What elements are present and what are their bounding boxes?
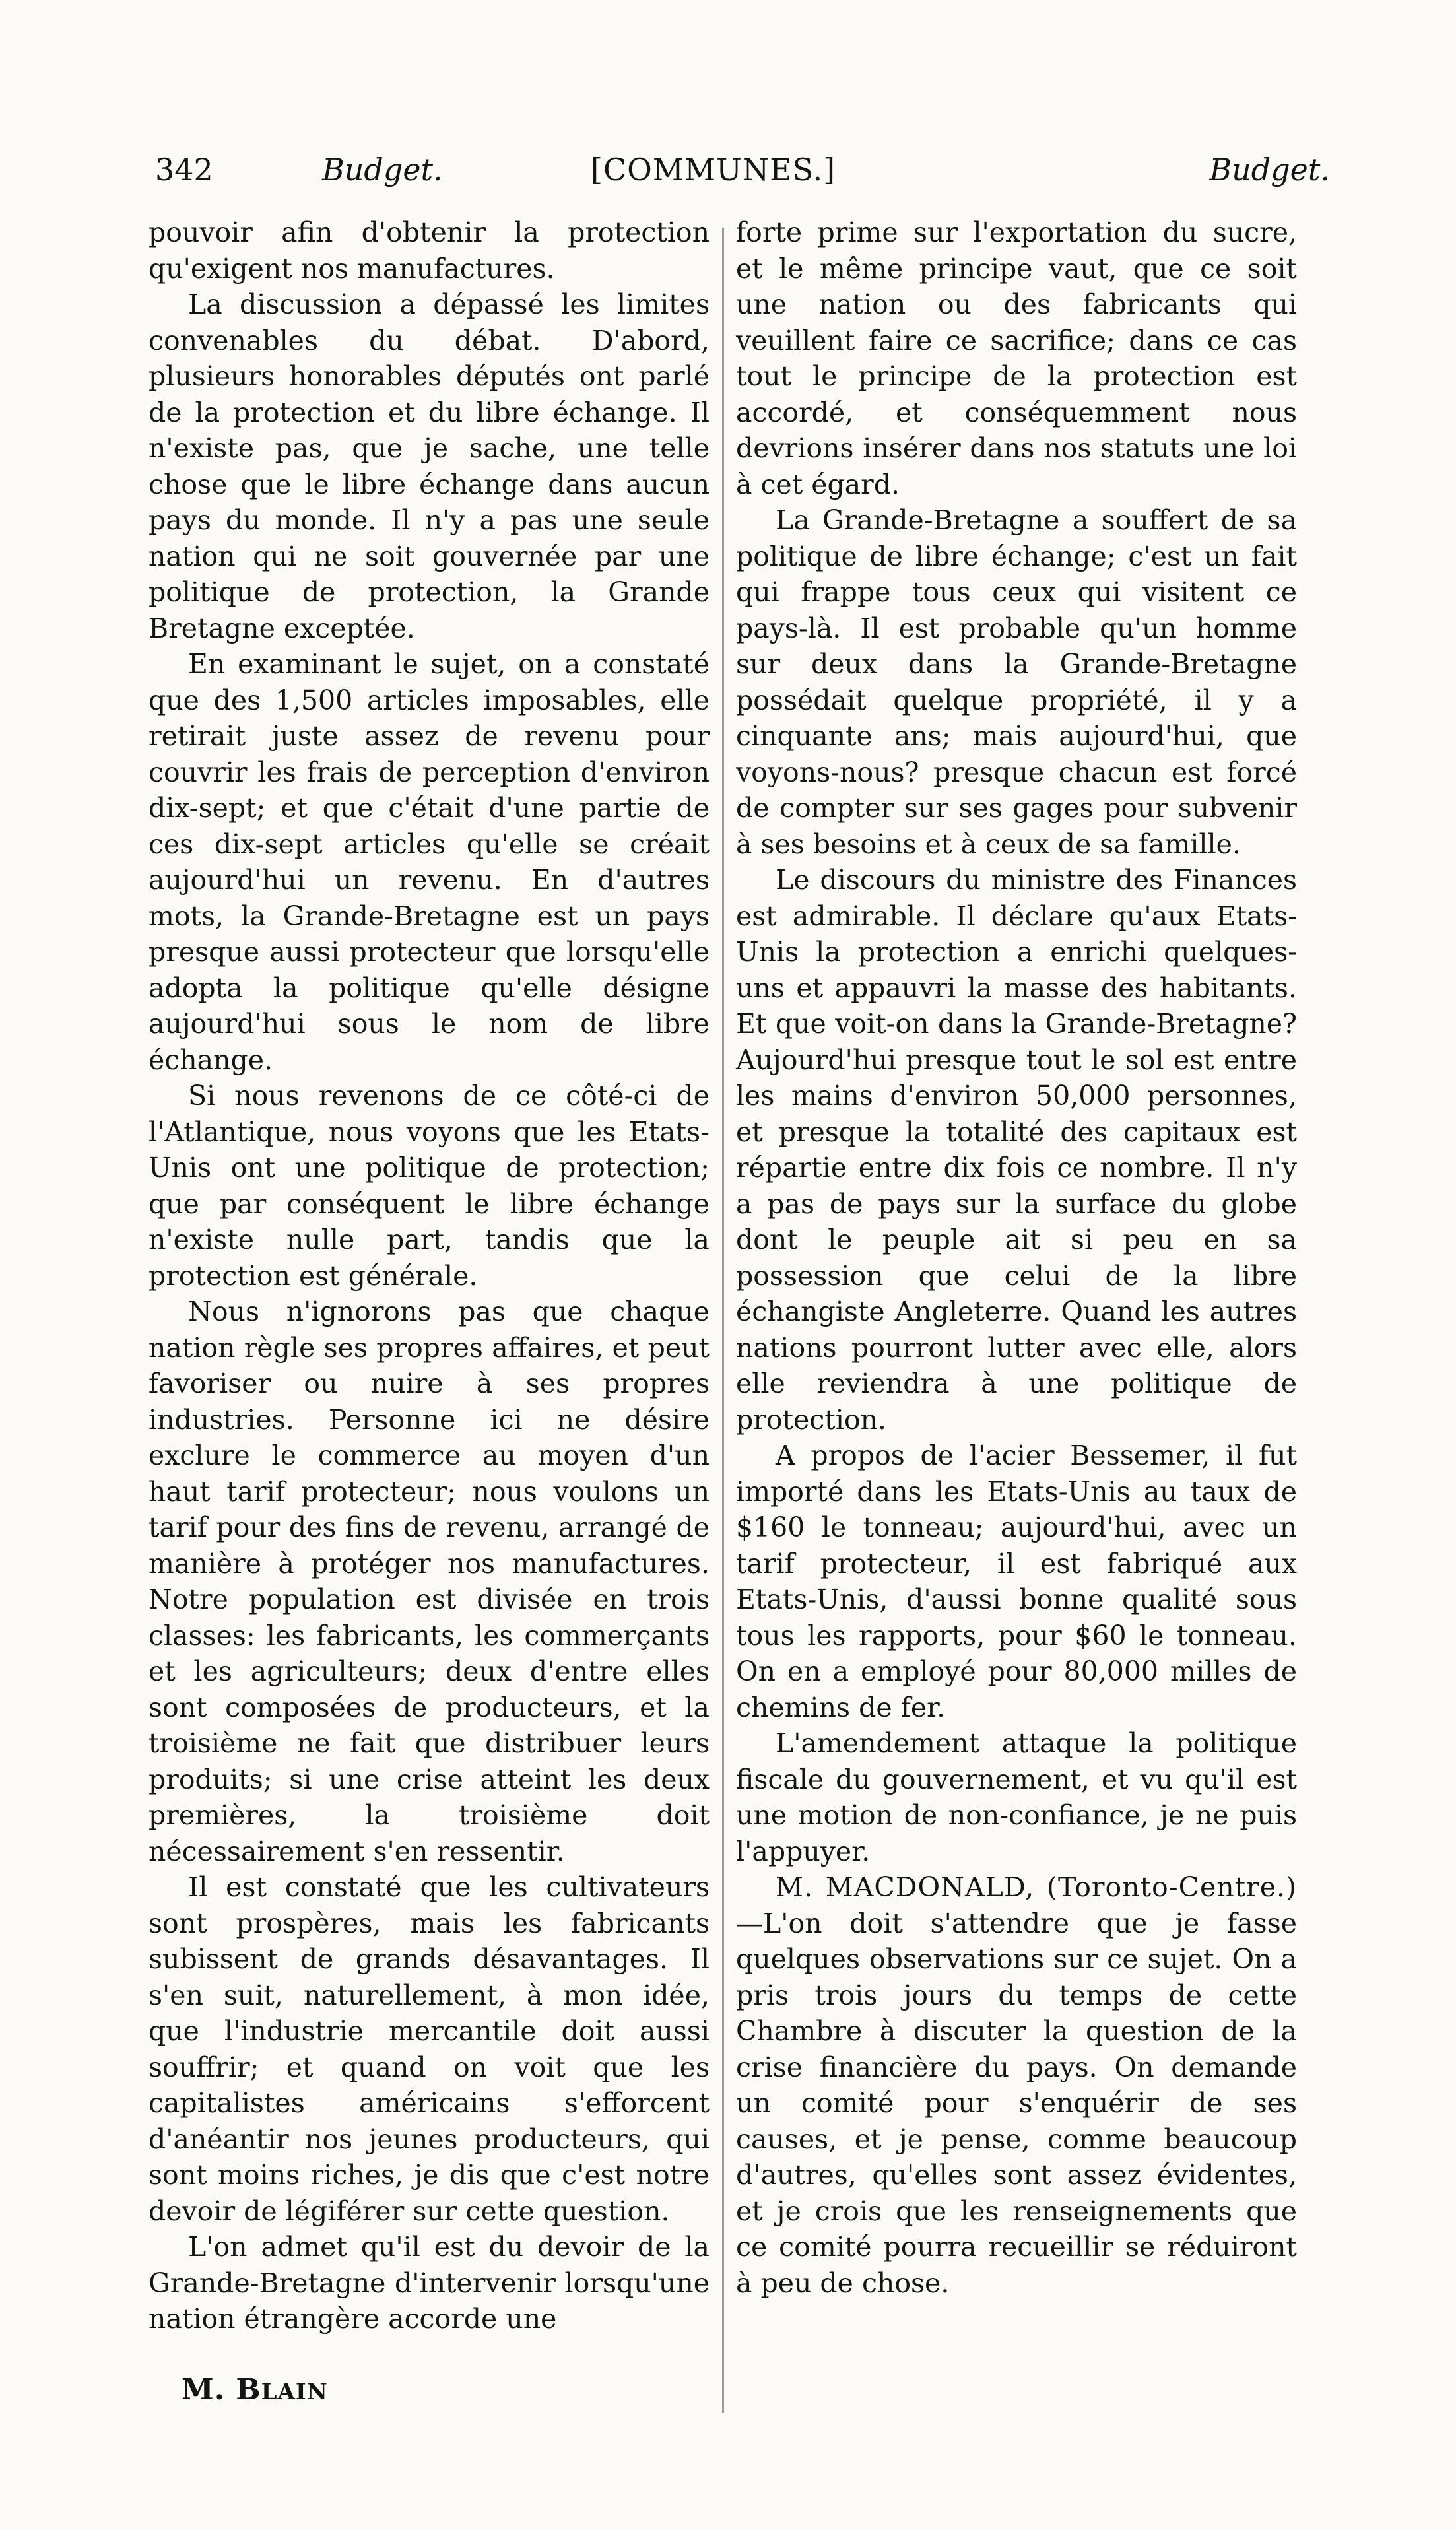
paragraph: pouvoir afin d'obtenir la protection qu'exigent nos manufactures. bbox=[149, 216, 710, 284]
speech-paragraph bbox=[736, 1869, 1297, 2301]
speech-text: —L'on doit s'attendre que je fasse quelques observations sur ce sujet. On a pris trois jours du temps de cette Chambre à discuter la question de la crise financière du pays. On demande un comité pour s'enquérir de ses causes, et je pense, comme beaucoup d'autres, qu'elles sont assez évidentes, et je crois que les renseignements que ce comité pourra recueillir se réduiront à peu de chose. bbox=[736, 1907, 1297, 2299]
page-number: 342 bbox=[155, 152, 213, 187]
paragraph: Si nous revenons de ce côté-ci de l'Atlantique, nous voyons que les Etats-Unis ont une politique de protection; que par conséquent le libre échange n'existe nulle part, tandis que la protection est générale. bbox=[149, 1080, 710, 1292]
header-center-title: [COMMUNES.] bbox=[591, 152, 836, 187]
left-column bbox=[149, 215, 710, 2337]
column-divider bbox=[722, 228, 724, 2413]
catchword bbox=[182, 2373, 328, 2407]
right-column bbox=[736, 215, 1297, 2301]
paragraph: L'amendement attaque la politique fiscale du gouvernement, et vu qu'il est une motion de non-confiance, je ne puis l'appuyer. bbox=[736, 1727, 1297, 1867]
catchword-initial: M. bbox=[182, 2373, 226, 2407]
paragraph: Il est constaté que les cultivateurs sont prospères, mais les fabricants subissent de grands désavantages. Il s'en suit, naturellement, à mon idée, que l'industrie mercantile doit aussi souffrir; et quand on voit que les capitalistes américains s'efforcent d'anéantir nos jeunes producteurs, qui sont moins riches, je dis que c'est notre devoir de légiférer sur cette question. bbox=[149, 1871, 710, 2227]
header-right-title: Budget. bbox=[1209, 152, 1330, 187]
running-header bbox=[155, 147, 1330, 193]
speaker-name: M. MACDONALD, (Toronto-Centre.) bbox=[776, 1871, 1297, 1903]
catchword-name-first: B bbox=[236, 2373, 261, 2407]
paragraph: La discussion a dépassé les limites convenables du débat. D'abord, plusieurs honorables députés ont parlé de la protection et du libre échange. Il n'existe pas, que je sache, une telle chose que le libre échange dans aucun pays du monde. Il n'y a pas une seule nation qui ne soit gouvernée par une politique de protection, la Grande Bretagne exceptée. bbox=[149, 288, 710, 644]
catchword-name-rest: LAIN bbox=[261, 2379, 328, 2405]
paragraph: Le discours du ministre des Finances est admirable. Il déclare qu'aux Etats-Unis la protection a enrichi quelques-uns et appauvri la masse des habitants. Et que voit-on dans la Grande-Bretagne? Aujourd'hui presque tout le sol est entre les mains d'environ 50,000 personnes, et presque la totalité des capitaux est répartie entre dix fois ce nombre. Il n'y a pas de pays sur la surface du globe dont le peuple ait si peu en sa possession que celui de la libre échangiste Angleterre. Quand les autres nations pourront lutter avec elle, alors elle reviendra à une politique de protection. bbox=[736, 864, 1297, 1436]
paragraph: En examinant le sujet, on a constaté que des 1,500 articles imposables, elle retirait juste assez de revenu pour couvrir les frais de perception d'environ dix-sept; et que c'était d'une partie de ces dix-sept articles qu'elle se créait aujourd'hui un revenu. En d'autres mots, la Grande-Bretagne est un pays presque aussi protecteur que lorsqu'elle adopta la politique qu'elle désigne aujourd'hui sous le nom de libre échange. bbox=[149, 648, 710, 1076]
paragraph: La Grande-Bretagne a souffert de sa politique de libre échange; c'est un fait qui frappe tous ceux qui visitent ce pays-là. Il est probable qu'un homme sur deux dans la Grande-Bretagne possédait quelque propriété, il y a cinquante ans; mais aujourd'hui, que voyons-nous? presque chacun est forcé de compter sur ses gages pour subvenir à ses besoins et à ceux de sa famille. bbox=[736, 504, 1297, 860]
paragraph: forte prime sur l'exportation du sucre, et le même principe vaut, que ce soit une nation ou des fabricants qui veuillent faire ce sacrifice; dans ce cas tout le principe de la protection est accordé, et conséquemment nous devrions insérer dans nos statuts une loi à cet égard. bbox=[736, 216, 1297, 500]
header-left-title: Budget. bbox=[322, 152, 443, 187]
paragraph: A propos de l'acier Bessemer, il fut importé dans les Etats-Unis au taux de $160 le tonneau; aujourd'hui, avec un tarif protecteur, il est fabriqué aux Etats-Unis, d'aussi bonne qualité sous tous les rapports, pour $60 le tonneau. On en a employé pour 80,000 milles de chemins de fer. bbox=[736, 1440, 1297, 1723]
paragraph: Nous n'ignorons pas que chaque nation règle ses propres affaires, et peut favoriser ou nuire à ses propres industries. Personne ici ne désire exclure le commerce au moyen d'un haut tarif protecteur; nous voulons un tarif pour des fins de revenu, arrangé de manière à protéger nos manufactures. Notre population est divisée en trois classes: les fabricants, les commerçants et les agriculteurs; deux d'entre elles sont composées de producteurs, et la troisième ne fait que distribuer leurs produits; si une crise atteint les deux premières, la troisième doit nécessairement s'en ressentir. bbox=[149, 1296, 710, 1867]
paragraph: L'on admet qu'il est du devoir de la Grande-Bretagne d'intervenir lorsqu'une nation étrangère accorde une bbox=[149, 2231, 710, 2335]
